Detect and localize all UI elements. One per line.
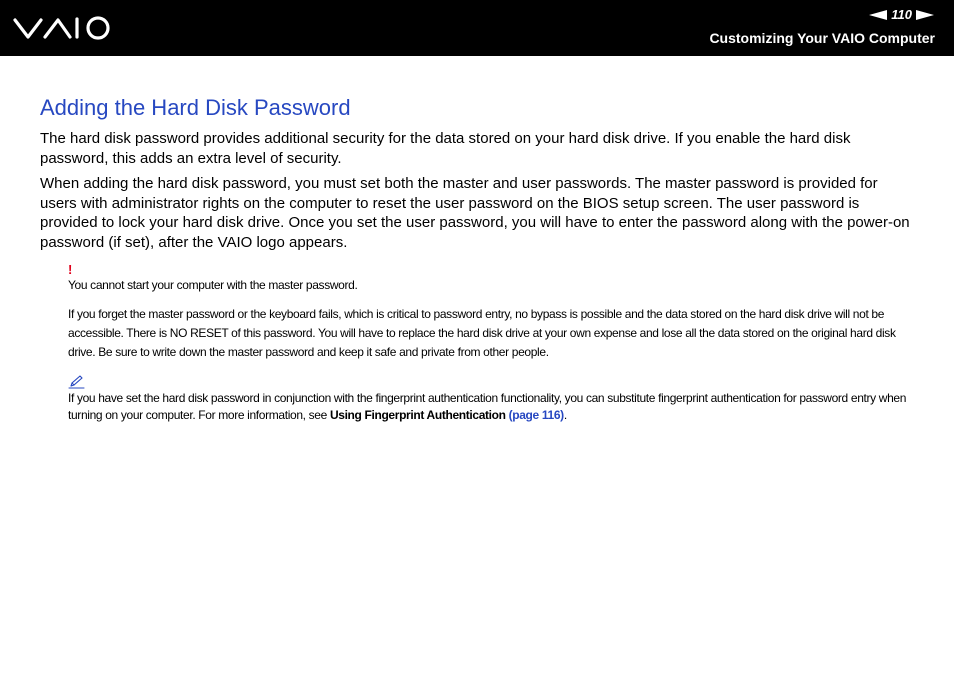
page-navigation xyxy=(869,7,934,23)
vaio-logo xyxy=(12,14,120,42)
note-text-after: . xyxy=(563,408,567,422)
note-bold-reference: Using Fingerprint Authentication xyxy=(329,408,506,422)
info-note-text xyxy=(68,390,916,424)
details-paragraph: When adding the hard disk password, you must set both the master and user passwords. The master password is provided for users with administrator rights on the computer to reset the user password on the BIOS setup screen. The user password is provided to lock your hard disk drive. Once you set the user password, you will have to enter the password along with the power-on password (if set), after the VAIO logo appears. xyxy=(40,175,910,251)
exclamation-icon: ! xyxy=(68,262,73,277)
left-arrow-icon[interactable] xyxy=(869,10,887,20)
right-arrow-icon[interactable] xyxy=(916,10,934,20)
page-number: 110 xyxy=(891,7,912,22)
warning-text-2: If you forget the master password or the keyboard fails, which is critical to password entry, no bypass is possible and the data stored on the hard disk drive will not be accessible. There is NO RESET of this password. You will have to replace the hard disk drive at your own expense and lose all the data stored on the original hard disk drive. Be sure to write down the master password and keep it safe and private from other people. xyxy=(68,307,896,359)
header-bar xyxy=(0,0,954,56)
pencil-note-icon xyxy=(68,375,86,389)
warning-note-1 xyxy=(68,277,916,293)
warning-text-1: You cannot start your computer with the master password. xyxy=(68,278,358,292)
page-title: Adding the Hard Disk Password xyxy=(40,95,351,120)
warning-note-2 xyxy=(68,305,916,362)
section-title: Customizing Your VAIO Computer xyxy=(709,30,935,46)
info-note xyxy=(68,390,916,424)
page-link[interactable]: (page 116) xyxy=(508,408,564,422)
intro-paragraph: The hard disk password provides additional security for the data stored on your hard disk drive. If you enable the hard disk password, this adds an extra level of security. xyxy=(40,130,851,167)
note-text-before: If you have set the hard disk password in conjunction with the fingerprint authentication functionality, you can substitute fingerprint authentication for password entry when turning on your computer. For more information, see xyxy=(68,391,907,422)
